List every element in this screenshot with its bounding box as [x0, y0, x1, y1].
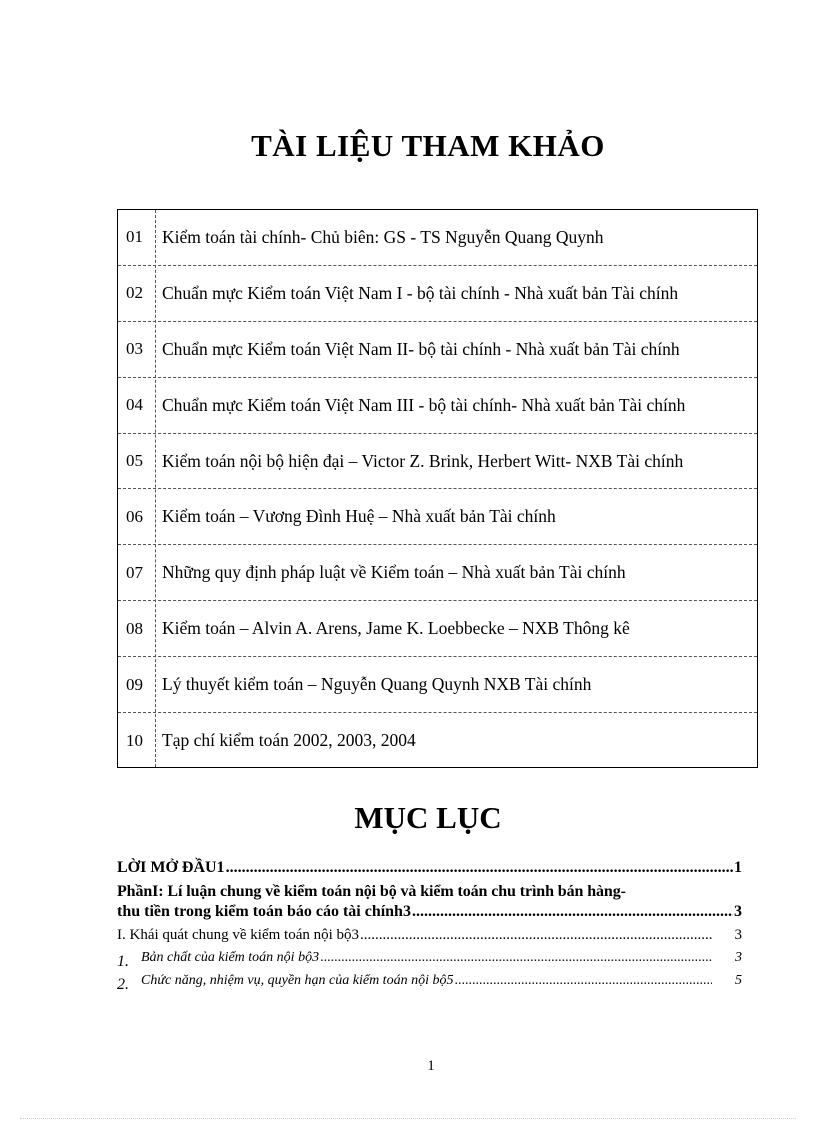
- row-number: 06: [126, 506, 143, 526]
- table-row: [118, 322, 757, 378]
- row-number: 04: [126, 395, 143, 415]
- dot-leader: [226, 858, 733, 878]
- toc-entry-label-line2: thu tiền trong kiểm toán báo cáo tài chính3: [117, 903, 411, 920]
- reference-text: Lý thuyết kiểm toán – Nguyễn Quang Quynh NXB Tài chính: [162, 674, 592, 695]
- toc-page-number: 3: [735, 950, 742, 965]
- toc-entry-label: Chức năng, nhiệm vụ, quyền hạn của kiểm toán nội bộ5: [141, 973, 454, 988]
- toc-entry-number: 2.: [117, 976, 129, 993]
- toc-entry-label-line1: PhầnI: Lí luận chung về kiểm toán nội bộ và kiểm toán chu trình bán hàng-: [117, 883, 626, 900]
- reference-text: Kiểm toán nội bộ hiện đại – Victor Z. Brink, Herbert Witt- NXB Tài chính: [162, 450, 684, 471]
- toc-entry-label: LỜI MỞ ĐẦU1: [117, 859, 225, 876]
- toc-entry-part1[interactable]: [117, 882, 742, 922]
- toc-page-number: 5: [735, 973, 742, 988]
- row-number: 08: [126, 618, 143, 638]
- row-number: 10: [126, 730, 143, 750]
- reference-text: Kiểm toán – Alvin A. Arens, Jame K. Loebbecke – NXB Thông kê: [162, 618, 630, 639]
- table-row: [118, 210, 757, 266]
- row-number: 09: [126, 674, 143, 694]
- toc-entry-section1[interactable]: [117, 925, 742, 945]
- row-number: 07: [126, 562, 143, 582]
- row-number: 03: [126, 339, 143, 359]
- table-row: [118, 657, 757, 713]
- row-number: 01: [126, 227, 143, 247]
- toc-entry-subsection1[interactable]: [117, 947, 742, 968]
- row-number: 05: [126, 451, 143, 470]
- toc-page-number: 3: [734, 927, 742, 943]
- toc-entry-label: Bản chất của kiểm toán nội bộ3: [141, 950, 320, 965]
- references-title: TÀI LIỆU THAM KHẢO: [251, 128, 605, 163]
- table-row: [118, 378, 757, 434]
- references-table: [117, 209, 758, 768]
- reference-text: Kiểm toán tài chính- Chủ biên: GS - TS Nguyễn Quang Quynh: [162, 226, 604, 247]
- toc-entry-label: I. Khái quát chung về kiểm toán nội bộ3: [117, 927, 360, 943]
- row-number: 02: [126, 283, 143, 303]
- toc-page-number: 3: [734, 903, 742, 920]
- reference-text: Những quy định pháp luật về Kiểm toán – Nhà xuất bản Tài chính: [162, 562, 626, 583]
- table-of-contents: [117, 858, 742, 991]
- reference-text: Chuẩn mực Kiểm toán Việt Nam III - bộ tài chính- Nhà xuất bản Tài chính: [162, 394, 686, 415]
- toc-entry-number: 1.: [117, 953, 129, 970]
- reference-text: Chuẩn mực Kiểm toán Việt Nam II- bộ tài chính - Nhà xuất bản Tài chính: [162, 338, 680, 359]
- dot-leader: [412, 902, 733, 922]
- reference-text: Tạp chí kiểm toán 2002, 2003, 2004: [162, 730, 416, 751]
- reference-text: Kiểm toán – Vương Đình Huệ – Nhà xuất bản Tài chính: [162, 506, 556, 527]
- table-row: [118, 489, 757, 545]
- table-row: [118, 545, 757, 601]
- table-row: [118, 434, 757, 490]
- dot-leader: [360, 925, 712, 945]
- toc-title: MỤC LỤC: [354, 800, 502, 835]
- table-row: [118, 601, 757, 657]
- toc-entry-intro[interactable]: [117, 858, 742, 878]
- toc-entry-subsection2[interactable]: [117, 970, 742, 991]
- dot-leader: [320, 948, 712, 968]
- toc-page-number: 1: [734, 859, 742, 876]
- dot-leader: [454, 971, 712, 991]
- table-row: [118, 713, 757, 769]
- page-bottom-divider: [20, 1118, 796, 1119]
- page-number: 1: [427, 1058, 435, 1074]
- reference-text: Chuẩn mực Kiểm toán Việt Nam I - bộ tài chính - Nhà xuất bản Tài chính: [162, 282, 679, 303]
- table-row: [118, 266, 757, 322]
